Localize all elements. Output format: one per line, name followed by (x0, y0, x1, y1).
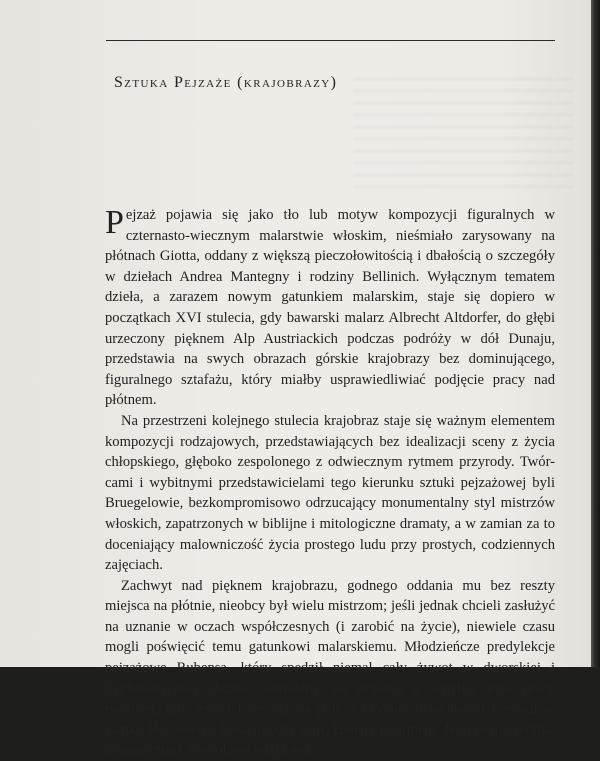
book-edge (591, 0, 600, 667)
body-text (105, 205, 555, 761)
paragraph-1-text: ejzaż pojawia się jako tło lub motyw kompozycji figuralnych w czternasto-wiecznym malarstwie włoskim, nieśmiało zarysowany na płótnach Giotta, oddany z większą pieczołowitością i dbałością o szczegóły w dziełach Andrea Mantegny i rodziny Bellinich. Wyłącznym tematem dzieła, a zarazem nowym gatunkiem malarskim, staje się dopiero w początkach XVI stulecia, gdy bawarski malarz Albrecht Altdorfer, do głębi urzeczony pięknem Alp Austriackich podczas podróży w dół Dunaju, przedstawia na swych obrazach górskie krajobrazy bez dominującego, figuralnego sztafażu, który miałby usprawiedliwiać podjęcie pracy nad płótnem. (105, 207, 555, 409)
bleed-through-shadow (353, 78, 573, 193)
paragraph-1 (105, 205, 555, 411)
section-heading: Sztuka Pejzaże (krajobrazy) (114, 74, 338, 91)
header-rule (106, 40, 555, 41)
paragraph-3: Zachwyt nad pięknem krajobrazu, godnego oddania mu bez reszty miejsca na płótnie, nieobcy był wielu mistrzom; jeśli jednak chcieli zasłużyć na uznanie w oczach współczesnych (i zarobić na życie), niewiele czasu mogli poświęcić temu gatunkowi malarskiemu. Młodzieńcze predylekcje pejzażowe Rubensa, który spędził niemal cały żywot w dworskiej i dyplomatycznej służbie, odrodziły się dopiero u schyłku jego pracy twórczej, gdy wycofał się już na poły z czynnej działalności i osiadł w zamku Het Steen u boku młodej żony, Heleny Fourment. Jego bezpośrednia, dynamiczna i żywiołowa wizja wsi, (105, 577, 555, 759)
paragraph-2: Na przestrzeni kolejnego stulecia krajobraz staje się ważnym elementem kompozycji rodzajowych, przedstawiających bez idealizacji sceny z życia chłopskiego, głęboko zespolonego z odwiecznym rytmem przyrody. Twór-cami i wybitnymi przedstawicielami tego kierunku sztuki pejzażowej byli Bruegelowie, bezkompromisowo odrzucający monumentalny styl mistrzów włoskich, zapatrzonych w biblijne i mitologiczne dramaty, a w zamian za to doceniający malowniczość życia prostego ludu przy prostych, codziennych zajęciach. (105, 412, 555, 574)
drop-cap: P (105, 204, 124, 241)
